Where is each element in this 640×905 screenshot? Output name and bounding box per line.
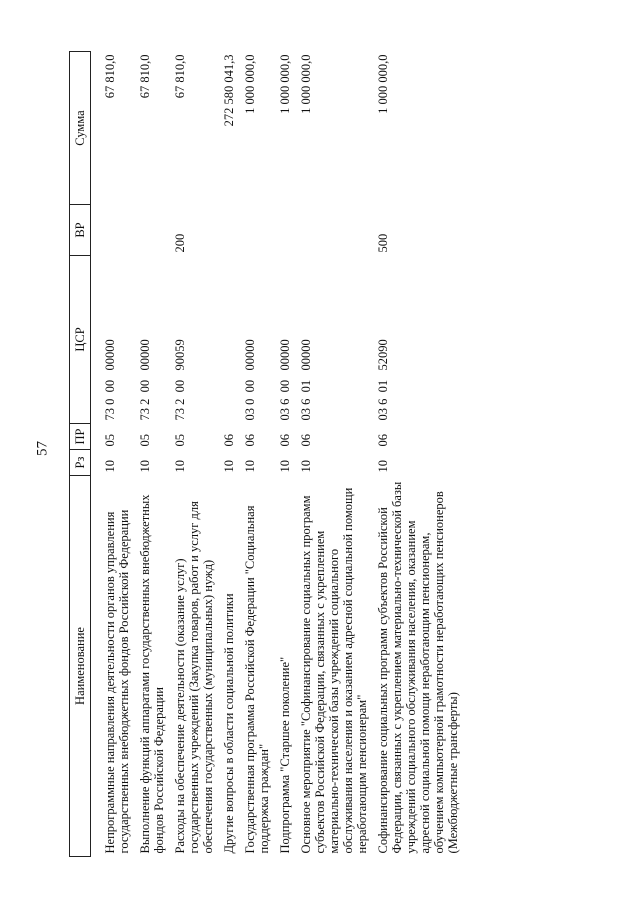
table-row xyxy=(239,52,274,857)
row-pr: 05 xyxy=(173,434,187,447)
row-rz: 10 xyxy=(243,460,257,473)
row-name: Непрограммные направления деятельности органов управления государственных внебюджетных фондов Российской Федерации xyxy=(103,509,131,854)
row-csr: 03 6 01 52090 xyxy=(376,339,390,421)
row-name: Софинансирование социальных программ субъектов Российской Федерации, связанных с укреплением материально-технической базы учреждений социального обслуживания населения, оказанием адресной социальной помощи неработающим пенсионерам, обучением компьютерной грамотности неработающих пенсионеров (Межбюджетные трансферты) xyxy=(376,481,460,854)
header-sum: Сумма xyxy=(70,52,91,205)
row-vr xyxy=(295,205,372,256)
row-vr: 200 xyxy=(173,233,187,253)
row-rz: 10 xyxy=(222,460,236,473)
row-vr xyxy=(218,205,239,256)
table-row xyxy=(134,52,169,857)
row-csr: 73 0 00 00000 xyxy=(103,339,117,421)
row-csr xyxy=(218,256,239,424)
row-csr: 73 2 00 00000 xyxy=(138,339,152,421)
row-sum: 1 000 000,0 xyxy=(278,54,292,114)
row-vr: 500 xyxy=(376,233,390,253)
row-pr: 06 xyxy=(278,434,292,447)
row-csr: 03 6 00 00000 xyxy=(278,339,292,421)
row-sum: 1 000 000,0 xyxy=(299,54,313,114)
row-csr: 03 0 00 00000 xyxy=(243,339,257,421)
rotated-sheet xyxy=(69,52,529,857)
table-row xyxy=(218,52,239,857)
row-sum: 1 000 000,0 xyxy=(376,54,390,114)
table-header-row xyxy=(70,52,91,857)
row-rz: 10 xyxy=(278,460,292,473)
row-name: Расходы на обеспечение деятельности (оказание услуг) государственных учреждений (Закупка товаров, работ и услуг для обеспечения государственных (муниципальных) нужд) xyxy=(173,501,215,854)
row-pr: 06 xyxy=(243,434,257,447)
row-rz: 10 xyxy=(138,460,152,473)
row-pr: 05 xyxy=(103,434,117,447)
row-pr: 06 xyxy=(376,434,390,447)
row-name: Государственная программа Российской Федерации "Социальная поддержка граждан" xyxy=(243,505,271,854)
header-vr: ВР xyxy=(70,205,91,256)
header-name: Наименование xyxy=(70,476,91,857)
row-rz: 10 xyxy=(103,460,117,473)
table-row xyxy=(274,52,295,857)
row-sum: 67 810,0 xyxy=(173,54,187,99)
row-name: Основное мероприятие "Софинансирование социальных программ субъектов Российской Федерации, связанных с укреплением материально-технической базы учреждений социального обслуживания населения и оказанием адресной социальной помощи неработающим пенсионерам" xyxy=(299,487,369,854)
row-sum: 272 580 041,3 xyxy=(222,54,236,127)
header-rz: Рз xyxy=(70,450,91,476)
budget-table xyxy=(69,51,463,857)
table-row xyxy=(295,52,372,857)
table-row xyxy=(372,52,463,857)
row-sum: 67 810,0 xyxy=(138,54,152,99)
row-csr: 03 6 01 00000 xyxy=(299,339,313,421)
row-name: Подпрограмма "Старшее поколение" xyxy=(278,656,292,854)
row-sum: 1 000 000,0 xyxy=(243,54,257,114)
row-rz: 10 xyxy=(376,460,390,473)
row-vr xyxy=(239,205,274,256)
header-csr: ЦСР xyxy=(70,256,91,424)
row-csr: 73 2 00 90059 xyxy=(173,339,187,421)
row-vr xyxy=(91,205,135,256)
row-pr: 05 xyxy=(138,434,152,447)
row-pr: 06 xyxy=(299,434,313,447)
row-pr: 06 xyxy=(222,434,236,447)
row-name: Другие вопросы в области социальной политики xyxy=(222,593,236,854)
row-vr xyxy=(134,205,169,256)
page-number: 57 xyxy=(34,441,51,456)
header-pr: ПР xyxy=(70,424,91,450)
row-vr xyxy=(274,205,295,256)
row-sum: 67 810,0 xyxy=(103,54,117,99)
row-rz: 10 xyxy=(173,460,187,473)
table-row xyxy=(169,52,218,857)
row-name: Выполнение функций аппаратами государственных внебюджетных фондов Российской Федерации xyxy=(138,494,166,854)
table-row xyxy=(91,52,135,857)
row-rz: 10 xyxy=(299,460,313,473)
